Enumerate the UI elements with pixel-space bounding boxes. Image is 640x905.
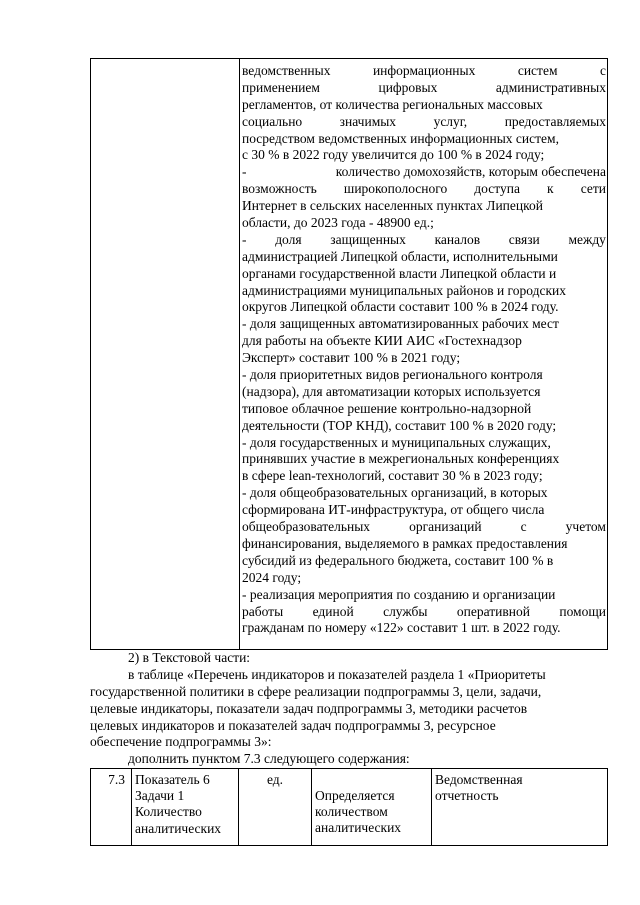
- text-run: субсидий из федерального бюджета, составит 100 % в: [242, 552, 554, 568]
- text-line: [242, 283, 606, 300]
- text-run: 2024 году;: [242, 569, 302, 585]
- text-run: администрациями муниципальных районов и городских: [242, 282, 567, 298]
- text-run: количество домохозяйств, которым обеспечена: [335, 164, 606, 180]
- text-line: [242, 215, 606, 232]
- cell-line: Ведомственная: [435, 772, 523, 787]
- text-line: [242, 164, 606, 181]
- text-line: [242, 232, 606, 249]
- text-run: округов Липецкой области составит 100 % в 2024 году.: [242, 299, 559, 315]
- text-line: [242, 620, 606, 637]
- text-run: с: [599, 63, 606, 78]
- text-run: доступа: [474, 181, 520, 197]
- text-line: [242, 249, 606, 266]
- text-line: [242, 435, 606, 452]
- text-line: [242, 367, 606, 384]
- text-run: связи: [508, 231, 540, 247]
- text-run: - доля общеобразовательных организаций, в которых: [242, 485, 548, 501]
- unit-value: ед.: [266, 772, 284, 787]
- text-line: [90, 734, 608, 751]
- text-run: возможность: [242, 181, 317, 197]
- text-line: [242, 485, 606, 502]
- text-line: [242, 147, 606, 164]
- row-number: 7.3: [108, 772, 125, 787]
- text-run: службы: [383, 603, 428, 619]
- column-divider: [431, 769, 432, 845]
- text-run: органами государственной власти Липецкой области и: [242, 265, 557, 281]
- text-line: [242, 519, 606, 536]
- text-line: [242, 80, 606, 97]
- text-run: общеобразовательных: [242, 519, 371, 535]
- text-run: гражданам по номеру «122» составит 1 шт. в 2022 году.: [242, 620, 561, 636]
- text-line: [242, 131, 606, 148]
- source-cell: [435, 769, 605, 845]
- text-line: [242, 604, 606, 621]
- row-number-cell: [91, 769, 131, 845]
- cell-line: Показатель 6: [135, 772, 210, 787]
- text-run: единой: [312, 603, 354, 619]
- text-run: между: [568, 231, 606, 247]
- text-run: сформирована ИТ-инфраструктура, от общего числа: [242, 502, 545, 518]
- text-run: социально: [242, 113, 303, 129]
- text-run: значимых: [339, 113, 397, 129]
- text-line: [242, 587, 606, 604]
- text-run: доля: [275, 231, 302, 247]
- text-run: защищенных: [330, 231, 406, 247]
- text-run: работы: [242, 603, 284, 619]
- text-line: [90, 718, 608, 735]
- text-run: систем: [517, 63, 558, 78]
- text-run: каналов: [434, 231, 481, 247]
- text-line: [242, 97, 606, 114]
- text-run: предоставляемых: [504, 113, 606, 129]
- indicators-table-continued: [90, 58, 608, 650]
- text-line: [242, 63, 606, 80]
- text-run: оперативной: [456, 603, 530, 619]
- text-run: помощи: [559, 603, 606, 619]
- text-line: [242, 570, 606, 587]
- text-run: - реализация мероприятия по созданию и организации: [242, 586, 556, 602]
- text-line: [242, 299, 606, 316]
- text-line: [242, 451, 606, 468]
- text-run: ведомственных: [242, 63, 331, 78]
- cell-line: аналитических: [315, 820, 402, 836]
- text-run: применением: [242, 79, 320, 95]
- text-line: [242, 266, 606, 283]
- indicator-cell: [135, 769, 235, 845]
- text-line: [242, 401, 606, 418]
- text-line: [242, 350, 606, 367]
- text-line: [242, 502, 606, 519]
- text-line: [242, 536, 606, 553]
- item-2-heading: 2) в Текстовой части:: [128, 650, 251, 665]
- item-7-3-table: [90, 768, 608, 846]
- text-line: [242, 418, 606, 435]
- text-run: администрацией Липецкой области, исполнительными: [242, 248, 558, 264]
- text-run: финансирования, выделяемого в рамках предоставления: [242, 535, 568, 551]
- text-run: -: [242, 231, 247, 247]
- cell-line: количеством: [315, 804, 388, 820]
- text-run: целевых индикаторов и показателей задач подпрограммы 3, ресурсное: [90, 717, 496, 733]
- text-run: к: [547, 181, 554, 197]
- indicators-text-cell: [242, 63, 606, 637]
- text-line: [242, 553, 606, 570]
- text-run: широкополосного: [343, 181, 448, 197]
- cell-line: Количество: [135, 804, 202, 820]
- text-run: Интернет в сельских населенных пунктах Липецкой: [242, 198, 543, 214]
- column-divider: [131, 769, 132, 845]
- text-line: [242, 114, 606, 131]
- text-section: [90, 650, 608, 768]
- text-run: - доля приоритетных видов регионального контроля: [242, 367, 543, 383]
- text-line: [90, 701, 608, 718]
- text-line: [90, 667, 640, 684]
- text-line: [242, 468, 606, 485]
- method-cell: [315, 769, 427, 845]
- text-run: в сфере lean-технологий, составит 30 % в 2023 году;: [242, 468, 543, 484]
- text-run: целевые индикаторы, показатели задач подпрограммы 3, методики расчетов: [90, 700, 528, 716]
- text-run: - доля государственных и муниципальных служащих,: [242, 434, 551, 450]
- text-run: государственной политики в сфере реализации подпрограммы 3, цели, задачи,: [90, 683, 542, 699]
- text-run: административных: [495, 79, 606, 95]
- text-run: (надзора), для автоматизации которых используется: [242, 383, 541, 399]
- text-run: - доля защищенных автоматизированных рабочих мест: [242, 316, 559, 332]
- text-run: услуг,: [433, 113, 468, 129]
- text-line: [242, 333, 606, 350]
- text-run: сети: [580, 181, 606, 197]
- text-run: с 30 % в 2022 году увеличится до 100 % в 2024 году;: [242, 147, 545, 163]
- text-run: -: [242, 164, 247, 180]
- text-line: [242, 384, 606, 401]
- cell-line: отчетность: [435, 788, 499, 804]
- text-run: обеспечение подпрограммы 3»:: [90, 734, 272, 750]
- text-run: для работы на объекте КИИ АИС «Гостехнадзор: [242, 333, 522, 349]
- column-divider: [311, 769, 312, 845]
- text-line: [242, 316, 606, 333]
- text-run: с: [520, 519, 527, 535]
- text-run: информационных: [372, 63, 476, 78]
- supplement-instruction: дополнить пунктом 7.3 следующего содержания:: [128, 751, 410, 767]
- text-run: Эксперт» составит 100 % в 2021 году;: [242, 350, 461, 366]
- table-column-divider: [239, 59, 240, 649]
- text-line: [242, 181, 606, 198]
- text-run: регламентов, от количества региональных массовых: [242, 96, 543, 112]
- text-line: [242, 198, 606, 215]
- cell-line: Задачи 1: [135, 788, 185, 804]
- text-run: посредством ведомственных информационных систем,: [242, 130, 559, 146]
- text-run: учетом: [565, 519, 606, 535]
- table-reference-paragraph: [90, 667, 608, 751]
- text-run: типовое облачное решение контрольно-надзорной: [242, 400, 532, 416]
- cell-line: аналитических: [135, 820, 222, 836]
- text-run: цифровых: [378, 79, 438, 95]
- cell-line: Определяется: [315, 788, 395, 803]
- text-run: области, до 2023 года - 48900 ед.;: [242, 215, 434, 231]
- text-run: принявших участие в межрегиональных конференциях: [242, 451, 560, 467]
- text-run: в таблице «Перечень индикаторов и показателей раздела 1 «Приоритеты: [128, 666, 546, 682]
- text-run: организаций: [409, 519, 482, 535]
- text-run: деятельности (ТОР КНД), составит 100 % в 2020 году;: [242, 417, 557, 433]
- unit-cell: [239, 769, 311, 845]
- text-line: [90, 684, 608, 701]
